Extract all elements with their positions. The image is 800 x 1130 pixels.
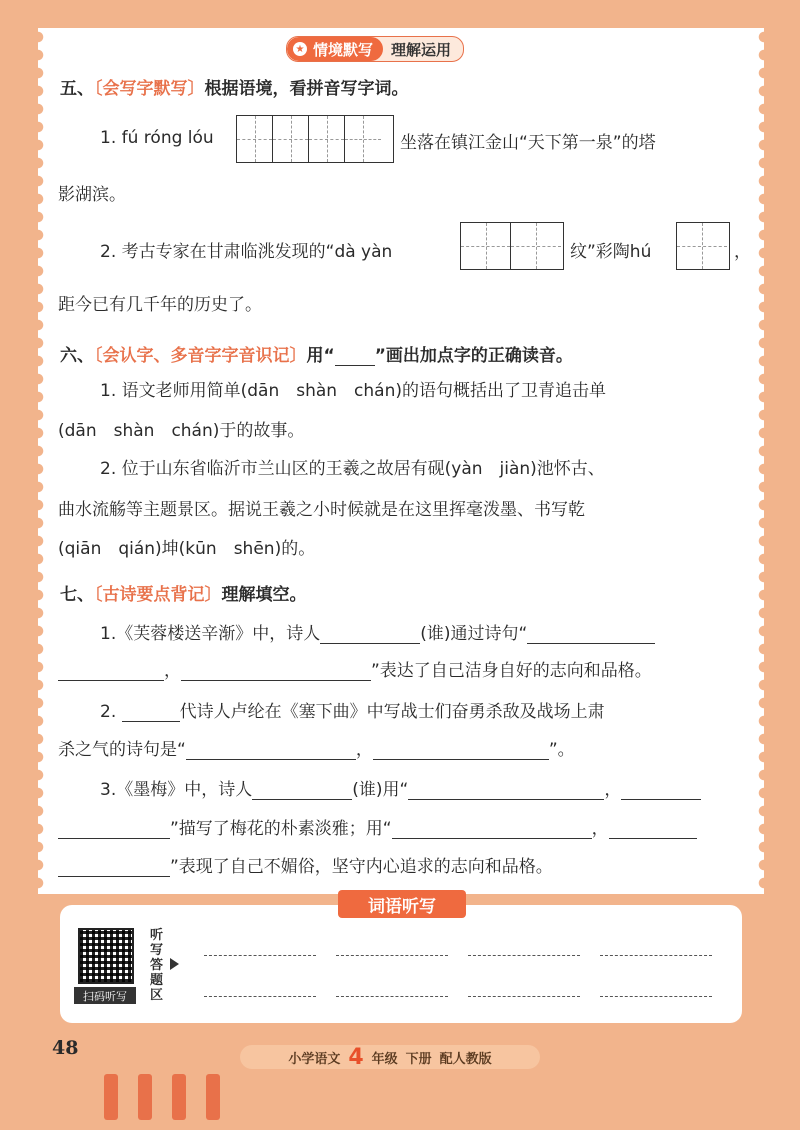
footer-edition: 配人教版 [439,1051,492,1067]
s7-q3-verse-blank-1[interactable] [408,781,604,800]
footer-term: 下册 [405,1051,432,1067]
s6-q1-line-a: 1. 语文老师用简单(dān shàn chán)的语句概括出了卫青追击单 [100,381,607,401]
s7-q2-dynasty-blank[interactable] [122,703,180,722]
s5-q1-text: 坐落在镇江金山“天下第一泉”的塔 [400,133,656,153]
s7-q2-line-b: 杀之气的诗句是“ ， ”。 [58,740,575,760]
qr-label: 扫码听写 [74,987,136,1004]
dictation-line[interactable] [204,955,316,956]
s5-q1-answer-grid[interactable] [236,115,394,163]
binding-tab [172,1074,186,1120]
s6-q2-line-c: (qiān qián)坤(kūn shēn)的。 [58,539,316,559]
s7-q3-line-c: ”表现了自己不媚俗，坚守内心追求的志向和品格。 [58,852,553,877]
medal-icon: ★ [293,42,307,56]
dictation-line[interactable] [600,955,712,956]
s5-q1-line: 1. fú róng lóu [100,128,214,148]
s5-q2-text-b: 纹”彩陶hú [570,242,652,262]
footer-subject: 小学语文 [288,1051,341,1067]
s7-q3-verse-blank-6[interactable] [58,858,170,877]
s7-q1-line-a: 1.《芙蓉楼送辛渐》中，诗人 (谁)通过诗句“ [100,619,655,644]
page-number: 48 [52,1037,79,1059]
binding-tab [138,1074,152,1120]
dictation-line[interactable] [468,996,580,997]
dictation-line[interactable] [468,955,580,956]
answer-area-label: 听写答题区 [150,928,164,1003]
s7-q1-poet-blank[interactable] [320,625,420,644]
section-7-tag: 〔古诗要点背记〕 [94,585,222,605]
binding-tab [206,1074,220,1120]
s7-q3-verse-blank-5[interactable] [609,820,697,839]
underline-sample [335,347,375,366]
s7-q3-line-a: 3.《墨梅》中，诗人 (谁)用“ ， [100,775,701,800]
s6-q2-line-a: 2. 位于山东省临沂市兰山区的王羲之故居有砚(yàn jiàn)池怀古、 [100,459,605,479]
header-tag [286,36,464,62]
s5-q2-grid-a[interactable] [460,222,564,270]
s7-q1-verse-blank-1[interactable] [527,625,655,644]
qr-code-icon[interactable] [78,928,134,984]
dictation-title: 词语听写 [338,890,466,918]
s7-q2-verse-blank-2[interactable] [373,741,549,760]
s5-q2-text2: 距今已有几千年的历史了。 [58,295,262,315]
s5-q1-text2: 影湖滨。 [58,185,126,205]
s7-q2-verse-blank-1[interactable] [186,741,356,760]
s6-q2-line-b: 曲水流觞等主题景区。据说王羲之小时候就是在这里挥毫泼墨、书写乾 [58,500,585,520]
s7-q3-poet-blank[interactable] [252,781,352,800]
dictation-line[interactable] [336,996,448,997]
footer-badge [240,1045,540,1069]
header-right: 理解运用 [391,40,452,59]
s5-q2-comma: ， [734,242,751,262]
section-6-tag: 〔会认字、多音字字音识记〕 [94,346,307,366]
s7-q1-line-b: ， ”表达了自己洁身自好的志向和品格。 [58,656,652,681]
s6-q1-line-b: (dān shàn chán)于的故事。 [58,421,305,441]
s5-q2-line: 2. 考古专家在甘肃临洮发现的“dà yàn [100,242,393,262]
header-left: 情境默写 [313,40,374,59]
footer-grade: 4 [348,1044,364,1070]
section-7-heading: 七、〔古诗要点背记〕理解填空。 [60,585,307,605]
s7-q1-verse-blank-3[interactable] [181,662,371,681]
s5-q2-grid-b[interactable] [676,222,730,270]
footer-grade-suffix: 年级 [371,1051,398,1067]
section-6-heading: 六、〔会认字、多音字字音识记〕用“ ”画出加点字的正确读音。 [60,346,573,366]
section-5-tag: 〔会写字默写〕 [94,79,205,99]
dictation-line[interactable] [336,955,448,956]
s7-q3-verse-blank-3[interactable] [58,820,170,839]
s7-q3-line-b: ”描写了梅花的朴素淡雅；用“ ， [58,814,697,839]
dictation-line[interactable] [204,996,316,997]
section-5-heading: 五、〔会写字默写〕根据语境，看拼音写字词。 [60,79,409,99]
dictation-line[interactable] [600,996,712,997]
play-arrow-icon [170,958,179,970]
s7-q1-verse-blank-2[interactable] [58,662,164,681]
binding-tab [104,1074,118,1120]
s7-q2-line-a: 2. 代诗人卢纶在《塞下曲》中写战士们奋勇杀敌及战场上肃 [100,702,605,722]
s7-q3-verse-blank-4[interactable] [392,820,592,839]
s7-q3-verse-blank-2[interactable] [621,781,701,800]
